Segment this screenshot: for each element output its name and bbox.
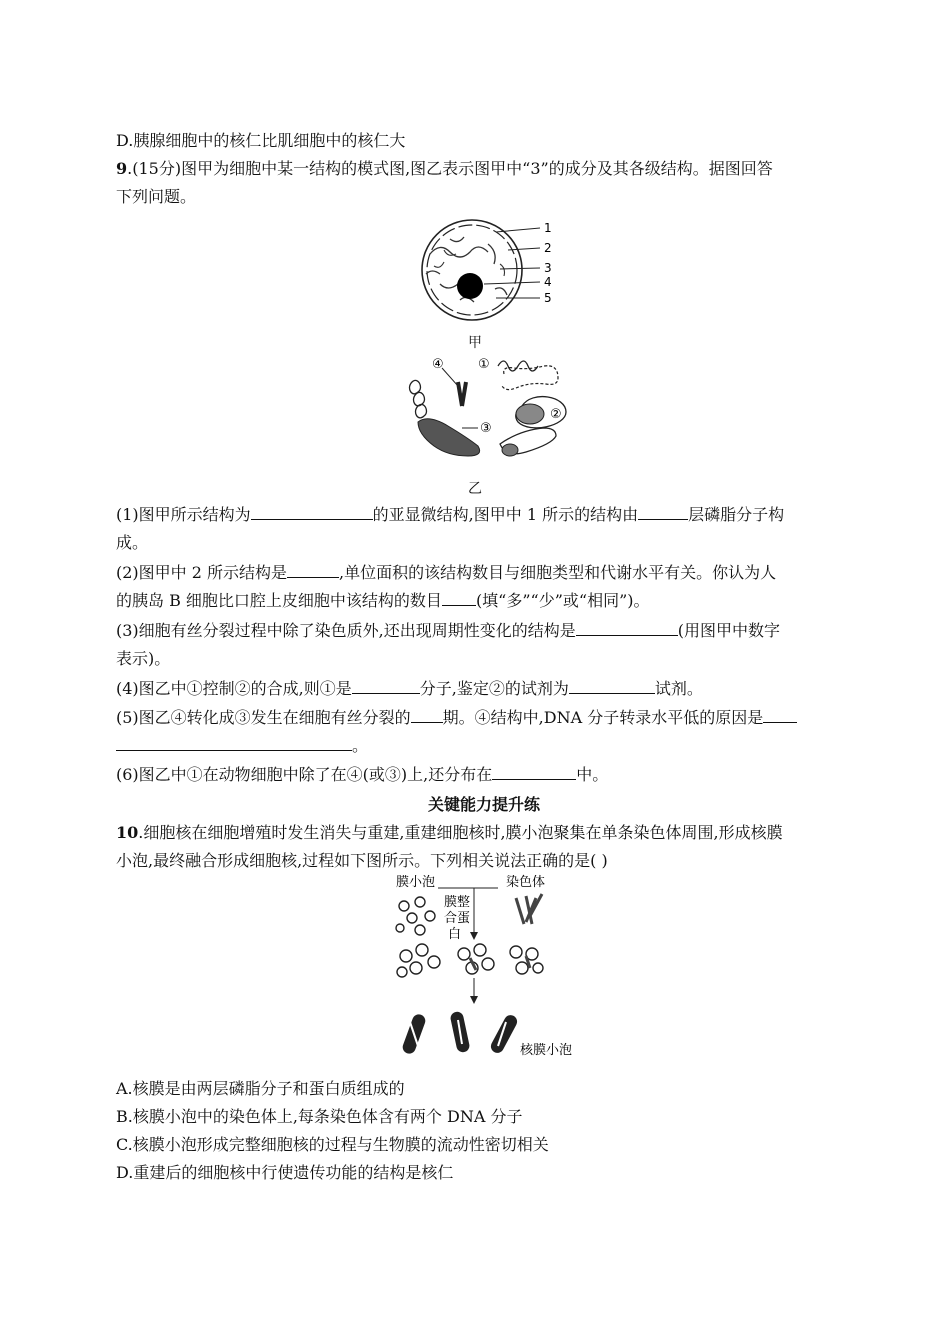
fig-label-nuclear-vesicle: 核膜小泡: [520, 1043, 573, 1058]
q9-part-2-line-1: (2)图甲中 2 所示结构是 ,单位面积的该结构数目与细胞类型和代谢水平有关。你认为人: [116, 563, 777, 582]
fig-jia-label-2: 2: [544, 241, 552, 255]
q9-part-5-line-2: 。: [116, 735, 368, 757]
q9-blank-3[interactable]: [576, 620, 678, 636]
q9-blank-6[interactable]: [492, 764, 576, 780]
q9-part-3-line-2: 表示)。: [116, 649, 171, 668]
section-title: 关键能力提升练: [427, 795, 540, 814]
q10-option-a[interactable]: A.核膜是由两层磷脂分子和蛋白质组成的: [116, 1079, 405, 1098]
q9-part-5-line-1: (5)图乙④转化成③发生在细胞有丝分裂的 期。④结构中,DNA 分子转录水平低的原因是: [116, 707, 797, 729]
figure-jia-nucleus-diagram: [400, 214, 570, 324]
q9-blank-2b[interactable]: [442, 590, 476, 606]
q9-blank-2a[interactable]: [287, 562, 339, 578]
q9-number: 9: [116, 159, 128, 178]
fig-label-protein-1: 膜整: [444, 895, 471, 910]
q9-stem-line-1: 9.(15分)图甲为细胞中某一结构的模式图,图乙表示图甲中“3”的成分及其各级结构。据图回答: [116, 159, 773, 178]
fig-yi-label-4: ④: [432, 357, 444, 372]
q8-option-d: D.胰腺细胞中的核仁比肌细胞中的核仁大: [116, 131, 406, 150]
fig-label-protein-3: 白: [448, 927, 462, 942]
q10-stem-line-1: 10.细胞核在细胞增殖时发生消失与重建,重建细胞核时,膜小泡聚集在单条染色体周围,形成核膜: [116, 823, 783, 842]
fig-yi-label-2: ②: [550, 407, 562, 422]
fig-jia-label-4: 4: [544, 275, 552, 289]
fig-jia-label-5: 5: [544, 291, 552, 305]
q9-blank-1b[interactable]: [638, 504, 688, 520]
fig-yi-label-1: ①: [478, 357, 490, 372]
q10-number: 10: [116, 823, 139, 842]
q9-part-1-line-1: (1)图甲所示结构为 的亚显微结构,图甲中 1 所示的结构由 层磷脂分子构: [116, 505, 785, 524]
q9-part-2-line-2: 的胰岛 B 细胞比口腔上皮细胞中该结构的数目 (填“多”“少”或“相同”)。: [116, 591, 650, 610]
figure-yi-chromatin-diagram: [400, 352, 580, 470]
q10-stem-line-2: 小泡,最终融合形成细胞核,过程如下图所示。下列相关说法正确的是( ): [116, 851, 608, 870]
fig-jia-label-1: 1: [544, 221, 552, 235]
q9-blank-5b-end[interactable]: [116, 735, 352, 751]
q9-part-1-line-2: 成。: [116, 533, 149, 552]
q9-part-6: (6)图乙中①在动物细胞中除了在④(或③)上,还分布在 中。: [116, 765, 609, 784]
figure-nuclear-reassembly: [386, 872, 586, 1062]
fig-yi-label-3: ③: [480, 421, 492, 436]
fig-label-vesicle: 膜小泡: [396, 875, 436, 890]
q9-blank-4a[interactable]: [352, 678, 420, 694]
q9-blank-5b-start[interactable]: [763, 707, 797, 723]
fig-jia-caption: 甲: [468, 335, 482, 351]
q9-blank-5a[interactable]: [411, 707, 443, 723]
q9-part-3-line-1: (3)细胞有丝分裂过程中除了染色质外,还出现周期性变化的结构是 (用图甲中数字: [116, 621, 781, 640]
fig-jia-label-3: 3: [544, 261, 552, 275]
q9-stem-line-2: 下列问题。: [116, 187, 197, 206]
q10-option-d[interactable]: D.重建后的细胞核中行使遗传功能的结构是核仁: [116, 1163, 454, 1182]
q9-part-4: (4)图乙中①控制②的合成,则①是 分子,鉴定②的试剂为 试剂。: [116, 679, 703, 698]
fig-label-protein-2: 合蛋: [444, 911, 471, 926]
fig-label-chromosome: 染色体: [506, 875, 546, 890]
q10-option-b[interactable]: B.核膜小泡中的染色体上,每条染色体含有两个 DNA 分子: [116, 1107, 523, 1126]
q9-blank-1a[interactable]: [251, 504, 373, 520]
q10-option-c[interactable]: C.核膜小泡形成完整细胞核的过程与生物膜的流动性密切相关: [116, 1135, 549, 1154]
q9-blank-4b[interactable]: [569, 678, 655, 694]
fig-yi-caption: 乙: [468, 481, 482, 497]
